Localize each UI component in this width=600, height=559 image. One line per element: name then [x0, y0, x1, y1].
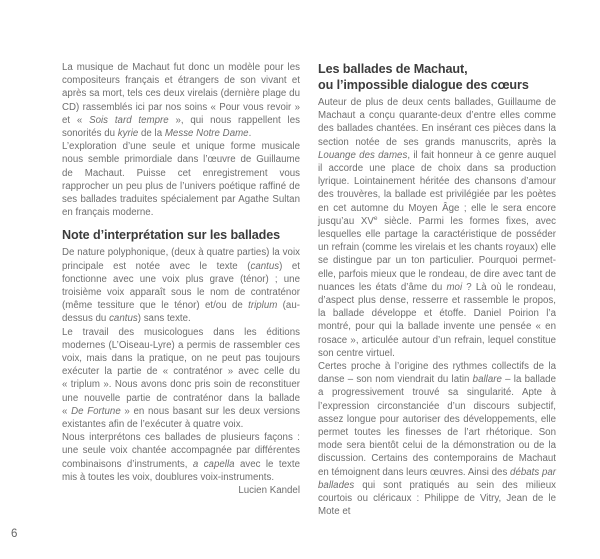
superscript-segment: e: [373, 214, 378, 222]
paragraph-ballades-2: [318, 360, 556, 518]
article-heading: [318, 61, 556, 93]
text-segment: ) et fonctionne avec une voix plus grave (ténor) ; une troisième voix apparaît sous le nom de contraténor (même tessiture que le ténor) et/ou de: [62, 260, 301, 312]
text-segment: Le travail des musicologues dans les éditions modernes (L’Oiseau-Lyre) a permis de rassembler ces voix, mais dans la pratique, on ne peut pas toujours exécuter la partie de « contraténor » avec celle du « triplum ». Nous avons donc pris soin de reconstituer une nouvelle partie de contraténor dans la ballade «: [62, 326, 300, 417]
section-heading-notes: Note d’interprétation sur les ballades: [62, 228, 281, 243]
paragraph-notes-3: [62, 431, 300, 484]
italic-text-segment: triplum: [248, 300, 278, 312]
text-segment: , il fait honneur à ce genre auquel il accorde une place de choix dans sa production lyrique. Lointainement héritée des chansons d’amour des trouvères, la ballade est privilégiée par les poètes en cet automne du Moyen Âge ; elle le sera encore jusqu’au XV: [318, 149, 556, 227]
italic-text-segment: ballare: [472, 374, 502, 386]
italic-text-segment: Sois tard tempre: [89, 114, 169, 126]
paragraph-intro-2: [62, 140, 300, 219]
paragraph-ballades-1: [318, 96, 556, 360]
italic-text-segment: cantus: [109, 313, 138, 325]
paragraph-notes-1: [62, 246, 300, 325]
text-segment: Nous interprétons ces ballades de plusieurs façons : une seule voix chantée accompagnée par différentes combinaisons d’instruments,: [62, 432, 300, 470]
italic-text-segment: moi: [446, 281, 463, 293]
text-segment: siècle. Parmi les formes fixes, avec lesquelles elle partage la caractéristique de posséder un refrain (comme les virelais et les chants royaux) elle se distingue par un ton particulier. Pourquoi permet-elle, parfois mieux que le rondeau, de dire avec tant de nuances les états d’âme du: [318, 215, 556, 293]
text-segment: qui sont pratiqués au sein des milieux courtois ou cléricaux : Philippe de Vitry, Jean de le Mote et: [318, 479, 556, 518]
article-heading-line2: ou l’impossible dialogue des cœurs: [318, 78, 529, 92]
italic-text-segment: Louange des dames: [318, 149, 408, 161]
right-column: [318, 61, 556, 519]
italic-text-segment: a capella: [192, 458, 235, 470]
text-segment: de la: [138, 128, 165, 140]
italic-text-segment: Messe Notre Dame: [164, 128, 249, 140]
text-segment: (au-dessus du: [62, 300, 300, 325]
paragraph-notes-2: [62, 326, 300, 432]
left-column: [62, 61, 300, 497]
italic-text-segment: kyrie: [117, 128, 139, 140]
byline: Lucien Kandel: [238, 485, 300, 497]
text-segment: Auteur de plus de deux cents ballades, Guillaume de Machaut a conçu quarante-deux d’entre elles comme des ballades chantées. En insérant ces pièces dans la section notée de ses grands manuscrits, après la: [318, 97, 556, 148]
text-segment: ? Là où le rondeau, d’aspect plus dense, resserre et rassemble le propos, la ballade développe et étoffe. Daniel Poirion l’a montré, pour qui la ballade invente une pensée « en rosace », articulée autour d’un refrain, lequel constitue son centre virtuel.: [318, 281, 556, 359]
italic-text-segment: débats par ballades: [318, 466, 557, 491]
text-segment: La musique de Machaut fut donc un modèle pour les compositeurs français et étrangers de son vivant et après sa mort, tels ces deux virelais (dernière plage du CD) rassemblés ici par nos soins « Pour vous revoir » et «: [62, 62, 300, 126]
text-segment: De nature polyphonique, (deux à quatre parties) la voix principale est notée avec le texte (: [62, 247, 300, 272]
text-segment: », qui nous rappellent les sonorités du: [62, 114, 300, 140]
text-segment: L’exploration d’une seule et unique forme musicale nous semble primordiale dans l’œuvre de Guillaume de Machaut. Puisse cet enregistrement vous rapprocher un peu plus de l’univers poétique raffiné de ses ballades traduites spécialement par Agathe Sultan en français moderne.: [62, 141, 300, 219]
text-segment: avec le texte mis à toutes les voix, doublures voix-instruments.: [62, 458, 300, 483]
text-segment: ) sans texte.: [137, 313, 191, 325]
text-segment: .: [248, 128, 252, 140]
paragraph-intro-1: [62, 61, 300, 140]
text-segment: Certes proche à l’origine des rythmes collectifs de la danse – son nom viendrait du latin: [318, 361, 556, 386]
italic-text-segment: cantus: [250, 260, 280, 272]
page-number: 6: [11, 528, 18, 540]
italic-text-segment: De Fortune: [71, 405, 121, 417]
article-heading-line1: Les ballades de Machaut,: [318, 62, 468, 76]
text-segment: » en nous basant sur les deux versions existantes afin de l’exécuter à quatre voix.: [62, 405, 300, 431]
text-segment: – la ballade a progressivement trouvé sa singularité. Apte à l’expression circonstanciée d’un discours subjectif, assez longue pour autoriser des développements, elle permet toutes les finesses de l’art rhétorique. Son mode sera bientôt celui de la démonstration ou de la discussion. Certains des contemporains de Machaut en témoignent dans leurs œuvres. Ainsi des: [318, 374, 557, 478]
